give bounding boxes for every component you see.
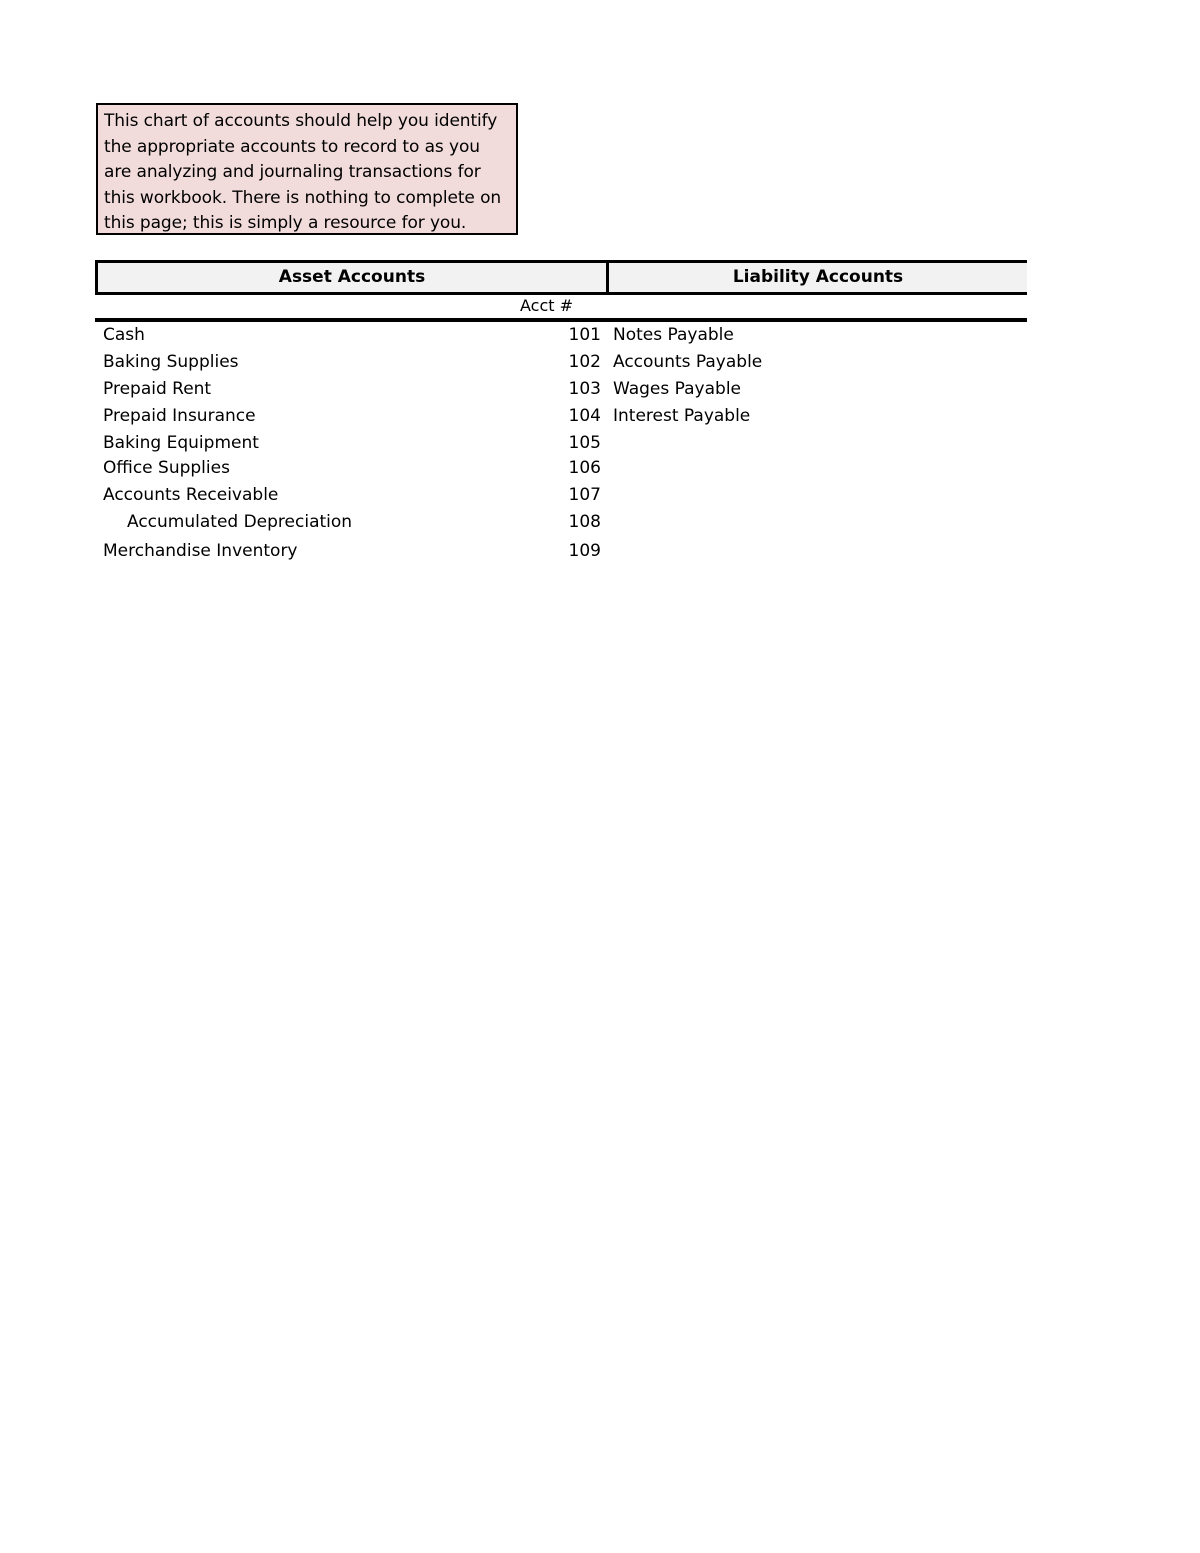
liability-accounts-header: Liability Accounts bbox=[609, 260, 1027, 295]
asset-account-name: Baking Supplies bbox=[103, 352, 239, 372]
asset-account-name: Prepaid Rent bbox=[103, 379, 212, 399]
note-line: this workbook. There is nothing to complete on bbox=[104, 187, 502, 208]
note-line: This chart of accounts should help you identify bbox=[104, 111, 498, 131]
header-rule bbox=[95, 318, 1027, 322]
liability-account-name: Notes Payable bbox=[613, 325, 734, 345]
asset-account-number: 104 bbox=[568, 406, 601, 426]
asset-account-name: Accounts Receivable bbox=[103, 485, 279, 505]
liability-account-name: Accounts Payable bbox=[613, 352, 763, 372]
note-line: are analyzing and journaling transactions for bbox=[104, 162, 481, 182]
asset-account-number: 109 bbox=[568, 541, 601, 561]
instruction-note bbox=[96, 103, 518, 235]
asset-account-number: 107 bbox=[568, 485, 601, 505]
asset-account-name: Accumulated Depreciation bbox=[127, 512, 353, 532]
acct-number-label: Acct # bbox=[520, 296, 574, 315]
asset-account-number: 106 bbox=[568, 458, 601, 478]
note-line: this page; this is simply a resource for you. bbox=[104, 213, 467, 233]
asset-account-name: Baking Equipment bbox=[103, 433, 259, 453]
asset-account-number: 103 bbox=[568, 379, 601, 399]
asset-account-number: 102 bbox=[568, 352, 601, 372]
liability-account-name: Interest Payable bbox=[613, 406, 751, 426]
asset-accounts-header: Asset Accounts bbox=[95, 260, 609, 295]
asset-account-number: 105 bbox=[568, 433, 601, 453]
asset-account-name: Cash bbox=[103, 325, 145, 345]
asset-account-number: 101 bbox=[568, 325, 601, 345]
asset-account-name: Prepaid Insurance bbox=[103, 406, 256, 426]
asset-account-name: Office Supplies bbox=[103, 458, 230, 478]
asset-account-name: Merchandise Inventory bbox=[103, 541, 298, 561]
liability-account-name: Wages Payable bbox=[613, 379, 742, 399]
asset-account-number: 108 bbox=[568, 512, 601, 532]
note-line: the appropriate accounts to record to as you bbox=[104, 136, 480, 157]
